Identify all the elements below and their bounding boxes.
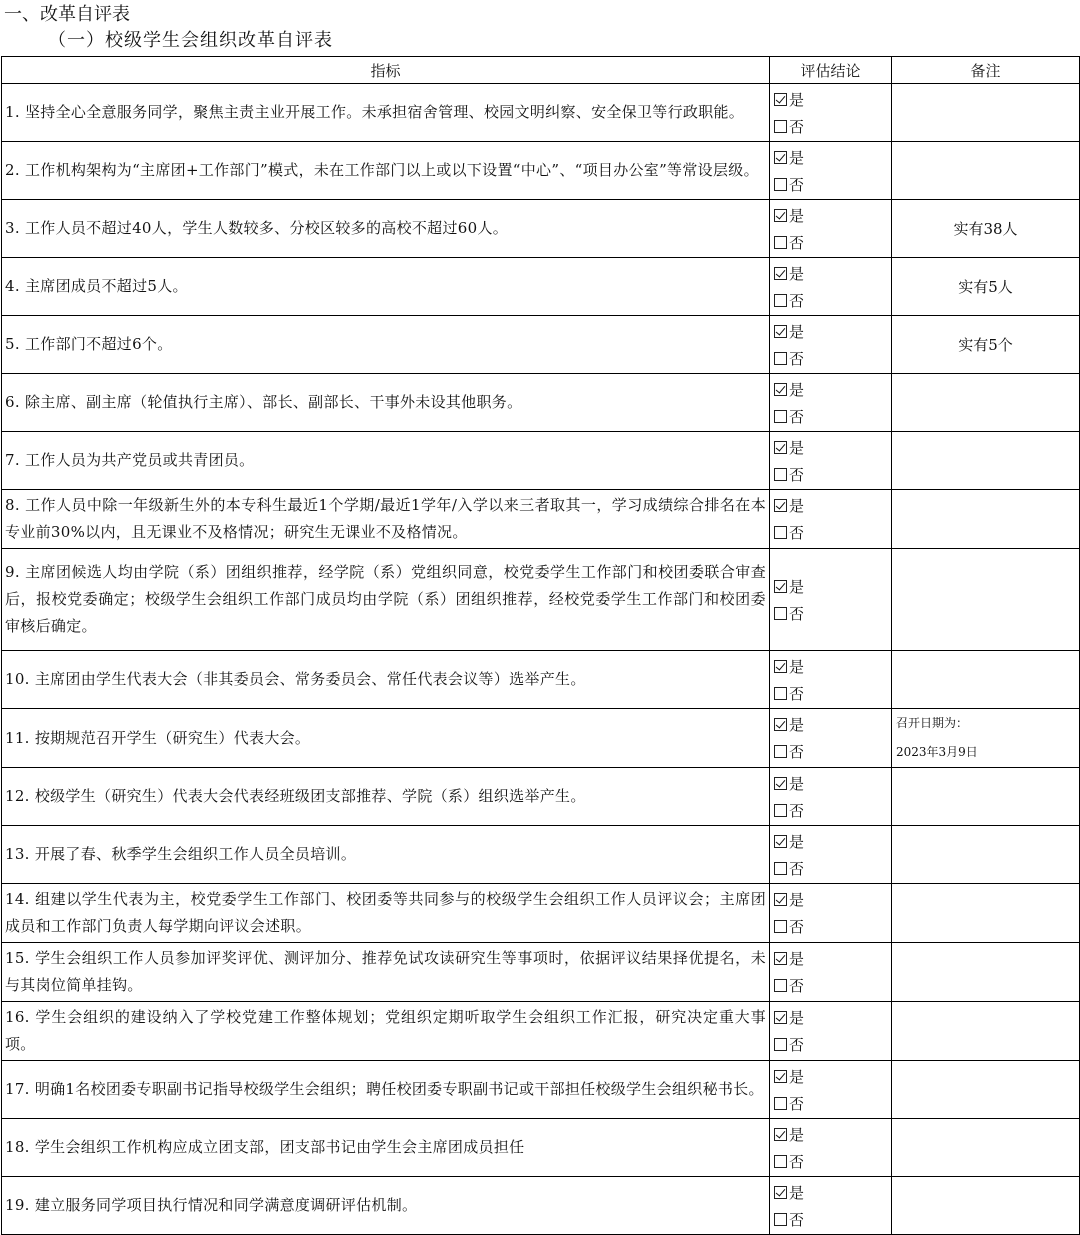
table-row	[2, 1177, 1080, 1235]
checked-box-icon[interactable]	[774, 777, 787, 790]
option-label: 否	[789, 233, 805, 252]
option-yes[interactable]	[774, 828, 891, 855]
checkbox-icon[interactable]	[774, 745, 787, 758]
checked-box-icon[interactable]	[774, 499, 787, 512]
table-row	[2, 651, 1080, 709]
table-row	[2, 884, 1080, 943]
notes-cell	[892, 200, 1080, 258]
checkbox-icon[interactable]	[774, 178, 787, 191]
checkbox-icon[interactable]	[774, 920, 787, 933]
table-header-row	[2, 57, 1080, 84]
checkbox-icon[interactable]	[774, 1155, 787, 1168]
conclusion-cell	[770, 84, 892, 142]
option-label: 是	[789, 891, 805, 909]
indicator-text: 9. 主席团候选人均由学院（系）团组织推荐，经学院（系）党组织同意，校党委学生工作部门和校团委联合审查后，报校党委确定；校级学生会组织工作部门成员均由学院（系）团组织推荐，经校党委学生工作部门和校团委审核后确定。	[2, 549, 770, 651]
checkbox-icon[interactable]	[774, 1097, 787, 1110]
option-label: 是	[789, 90, 805, 109]
table-row	[2, 826, 1080, 884]
notes-cell	[892, 768, 1080, 826]
section-heading: 一、改革自评表	[4, 4, 130, 25]
checked-box-icon[interactable]	[774, 209, 787, 222]
notes-cell	[892, 826, 1080, 884]
notes-cell	[892, 943, 1080, 1002]
option-no[interactable]	[774, 1148, 891, 1175]
option-label: 是	[789, 206, 805, 225]
option-label: 是	[789, 148, 805, 167]
conclusion-cell	[770, 316, 892, 374]
option-label: 否	[789, 175, 805, 194]
option-label: 是	[789, 322, 805, 341]
checkbox-icon[interactable]	[774, 1213, 787, 1226]
option-no[interactable]	[774, 1206, 891, 1233]
conclusion-cell	[770, 1002, 892, 1061]
option-label: 否	[789, 1036, 805, 1054]
option-yes[interactable]	[774, 318, 891, 345]
table-title: （一）校级学生会组织改革自评表	[48, 30, 333, 51]
notes-cell	[892, 374, 1080, 432]
indicator-text: 16. 学生会组织的建设纳入了学校党建工作整体规划；党组织定期听取学生会组织工作汇报，研究决定重大事项。	[2, 1002, 770, 1061]
table-row	[2, 709, 1080, 768]
option-yes[interactable]	[774, 1179, 891, 1206]
notes-cell	[892, 1002, 1080, 1061]
indicator-text: 1. 坚持全心全意服务同学，聚焦主责主业开展工作。未承担宿舍管理、校园文明纠察、安全保卫等行政职能。	[2, 84, 770, 142]
option-label: 是	[789, 1183, 805, 1202]
note-text: 实有38人	[953, 220, 1018, 238]
table-row	[2, 84, 1080, 142]
option-yes[interactable]	[774, 202, 891, 229]
table-row	[2, 490, 1080, 549]
conclusion-cell	[770, 490, 892, 549]
checkbox-icon[interactable]	[774, 468, 787, 481]
option-label: 是	[789, 380, 805, 399]
checked-box-icon[interactable]	[774, 325, 787, 338]
indicator-text: 5. 工作部门不超过6个。	[2, 316, 770, 374]
conclusion-cell	[770, 1061, 892, 1119]
option-yes[interactable]	[774, 434, 891, 461]
checked-box-icon[interactable]	[774, 1070, 787, 1083]
notes-cell	[892, 1177, 1080, 1235]
table-row	[2, 142, 1080, 200]
checkbox-icon[interactable]	[774, 862, 787, 875]
checked-box-icon[interactable]	[774, 718, 787, 731]
option-no[interactable]	[774, 519, 891, 546]
option-label: 否	[789, 465, 805, 484]
notes-cell	[892, 884, 1080, 943]
conclusion-cell	[770, 258, 892, 316]
table-row	[2, 432, 1080, 490]
option-no[interactable]	[774, 171, 891, 198]
note-text: 召开日期为：	[896, 716, 969, 730]
option-no[interactable]	[774, 797, 891, 824]
indicator-text: 7. 工作人员为共产党员或共青团员。	[2, 432, 770, 490]
option-label: 是	[789, 438, 805, 457]
conclusion-cell	[770, 200, 892, 258]
indicator-text: 15. 学生会组织工作人员参加评奖评优、测评加分、推荐免试攻读研究生等事项时，依据评议结果择优提名，未与其岗位简单挂钩。	[2, 943, 770, 1002]
checked-box-icon[interactable]	[774, 893, 787, 906]
conclusion-cell	[770, 768, 892, 826]
checked-box-icon[interactable]	[774, 383, 787, 396]
option-label: 是	[789, 832, 805, 851]
notes-cell	[892, 709, 1080, 768]
table-row	[2, 1119, 1080, 1177]
header-indicator: 指标	[2, 57, 770, 84]
option-label: 否	[789, 977, 805, 995]
indicator-text: 18. 学生会组织工作机构应成立团支部，团支部书记由学生会主席团成员担任	[2, 1119, 770, 1177]
indicator-text: 6. 除主席、副主席（轮值执行主席）、部长、副部长、干事外未设其他职务。	[2, 374, 770, 432]
indicator-text: 4. 主席团成员不超过5人。	[2, 258, 770, 316]
notes-cell	[892, 84, 1080, 142]
conclusion-cell	[770, 826, 892, 884]
option-label: 是	[789, 1009, 805, 1027]
checkbox-icon[interactable]	[774, 236, 787, 249]
indicator-text: 8. 工作人员中除一年级新生外的本专科生最近1个学期/最近1学年/入学以来三者取其一，学习成绩综合排名在本专业前30%以内，且无课业不及格情况；研究生无课业不及格情况。	[2, 490, 770, 549]
option-label: 是	[789, 577, 805, 596]
conclusion-cell	[770, 884, 892, 943]
indicator-text: 19. 建立服务同学项目执行情况和同学满意度调研评估机制。	[2, 1177, 770, 1235]
table-row	[2, 1002, 1080, 1061]
indicator-text: 17. 明确1名校团委专职副书记指导校级学生会组织；聘任校团委专职副书记或干部担任校级学生会组织秘书长。	[2, 1061, 770, 1119]
option-no[interactable]	[774, 600, 891, 627]
header-notes: 备注	[892, 57, 1080, 84]
option-label: 是	[789, 950, 805, 968]
checkbox-icon[interactable]	[774, 1038, 787, 1051]
option-label: 否	[789, 684, 805, 703]
notes-cell	[892, 1061, 1080, 1119]
notes-cell	[892, 316, 1080, 374]
option-label: 否	[789, 1210, 805, 1229]
checked-box-icon[interactable]	[774, 441, 787, 454]
notes-cell	[892, 432, 1080, 490]
option-label: 否	[789, 801, 805, 820]
table-row	[2, 768, 1080, 826]
option-label: 否	[789, 117, 805, 136]
option-no[interactable]	[774, 113, 891, 140]
table-row	[2, 258, 1080, 316]
checked-box-icon[interactable]	[774, 151, 787, 164]
notes-cell	[892, 1119, 1080, 1177]
note-date: 2023年3月9日	[896, 745, 978, 759]
option-no[interactable]	[774, 403, 891, 430]
option-no[interactable]	[774, 855, 891, 882]
option-no[interactable]	[774, 1090, 891, 1117]
checked-box-icon[interactable]	[774, 952, 787, 965]
option-label: 否	[789, 524, 805, 542]
option-yes[interactable]	[774, 1121, 891, 1148]
note-text: 实有5个	[958, 336, 1013, 354]
indicator-text: 10. 主席团由学生代表大会（非其委员会、常务委员会、常任代表会议等）选举产生。	[2, 651, 770, 709]
table-row	[2, 1061, 1080, 1119]
option-label: 否	[789, 918, 805, 936]
option-no[interactable]	[774, 287, 891, 314]
indicator-text: 13. 开展了春、秋季学生会组织工作人员全员培训。	[2, 826, 770, 884]
option-label: 否	[789, 743, 805, 761]
option-yes[interactable]	[774, 86, 891, 113]
conclusion-cell	[770, 1177, 892, 1235]
indicator-text: 3. 工作人员不超过40人，学生人数较多、分校区较多的高校不超过60人。	[2, 200, 770, 258]
option-yes[interactable]	[774, 573, 891, 600]
option-label: 是	[789, 264, 805, 283]
note-text: 实有5人	[958, 278, 1013, 296]
table-row	[2, 316, 1080, 374]
conclusion-cell	[770, 943, 892, 1002]
table-row	[2, 549, 1080, 651]
option-yes[interactable]	[774, 770, 891, 797]
conclusion-cell	[770, 374, 892, 432]
notes-cell	[892, 490, 1080, 549]
option-no[interactable]	[774, 913, 891, 940]
option-yes[interactable]	[774, 144, 891, 171]
conclusion-cell	[770, 142, 892, 200]
option-yes[interactable]	[774, 1004, 891, 1031]
indicator-text: 14. 组建以学生代表为主，校党委学生工作部门、校团委等共同参与的校级学生会组织工作人员评议会；主席团成员和工作部门负责人每学期向评议会述职。	[2, 884, 770, 943]
option-label: 否	[789, 859, 805, 878]
checkbox-icon[interactable]	[774, 804, 787, 817]
option-yes[interactable]	[774, 376, 891, 403]
option-label: 否	[789, 1094, 805, 1113]
option-no[interactable]	[774, 1031, 891, 1058]
notes-cell	[892, 258, 1080, 316]
checkbox-icon[interactable]	[774, 120, 787, 133]
option-label: 是	[789, 497, 805, 515]
option-yes[interactable]	[774, 945, 891, 972]
option-no[interactable]	[774, 461, 891, 488]
checked-box-icon[interactable]	[774, 580, 787, 593]
option-label: 是	[789, 1125, 805, 1144]
option-no[interactable]	[774, 229, 891, 256]
checkbox-icon[interactable]	[774, 294, 787, 307]
option-label: 否	[789, 349, 805, 368]
checked-box-icon[interactable]	[774, 835, 787, 848]
indicator-text: 11. 按期规范召开学生（研究生）代表大会。	[2, 709, 770, 768]
option-label: 否	[789, 1152, 805, 1171]
option-label: 是	[789, 657, 805, 676]
checkbox-icon[interactable]	[774, 410, 787, 423]
option-yes[interactable]	[774, 886, 891, 913]
option-label: 是	[789, 774, 805, 793]
option-label: 否	[789, 604, 805, 623]
conclusion-cell	[770, 432, 892, 490]
checkbox-icon[interactable]	[774, 526, 787, 539]
checked-box-icon[interactable]	[774, 93, 787, 106]
self-assessment-table	[1, 56, 1080, 1235]
indicator-text: 2. 工作机构架构为“主席团+工作部门”模式，未在工作部门以上或以下设置“中心”、“项目办公室”等常设层级。	[2, 142, 770, 200]
checked-box-icon[interactable]	[774, 1011, 787, 1024]
conclusion-cell	[770, 1119, 892, 1177]
checkbox-icon[interactable]	[774, 687, 787, 700]
option-no[interactable]	[774, 680, 891, 707]
table-row	[2, 943, 1080, 1002]
option-yes[interactable]	[774, 260, 891, 287]
notes-cell	[892, 142, 1080, 200]
checkbox-icon[interactable]	[774, 979, 787, 992]
option-label: 是	[789, 1067, 805, 1086]
checked-box-icon[interactable]	[774, 660, 787, 673]
option-label: 否	[789, 407, 805, 426]
notes-cell	[892, 549, 1080, 651]
conclusion-cell	[770, 651, 892, 709]
option-yes[interactable]	[774, 1063, 891, 1090]
header-conclusion: 评估结论	[770, 57, 892, 84]
table-row	[2, 200, 1080, 258]
option-yes[interactable]	[774, 492, 891, 519]
option-no[interactable]	[774, 345, 891, 372]
conclusion-cell	[770, 549, 892, 651]
option-no[interactable]	[774, 972, 891, 999]
conclusion-cell	[770, 709, 892, 768]
checkbox-icon[interactable]	[774, 352, 787, 365]
option-yes[interactable]	[774, 711, 891, 738]
notes-cell	[892, 651, 1080, 709]
checked-box-icon[interactable]	[774, 1186, 787, 1199]
checkbox-icon[interactable]	[774, 607, 787, 620]
indicator-text: 12. 校级学生（研究生）代表大会代表经班级团支部推荐、学院（系）组织选举产生。	[2, 768, 770, 826]
option-yes[interactable]	[774, 653, 891, 680]
option-label: 否	[789, 291, 805, 310]
table-row	[2, 374, 1080, 432]
checked-box-icon[interactable]	[774, 1128, 787, 1141]
option-label: 是	[789, 716, 805, 734]
checked-box-icon[interactable]	[774, 267, 787, 280]
option-no[interactable]	[774, 738, 891, 765]
